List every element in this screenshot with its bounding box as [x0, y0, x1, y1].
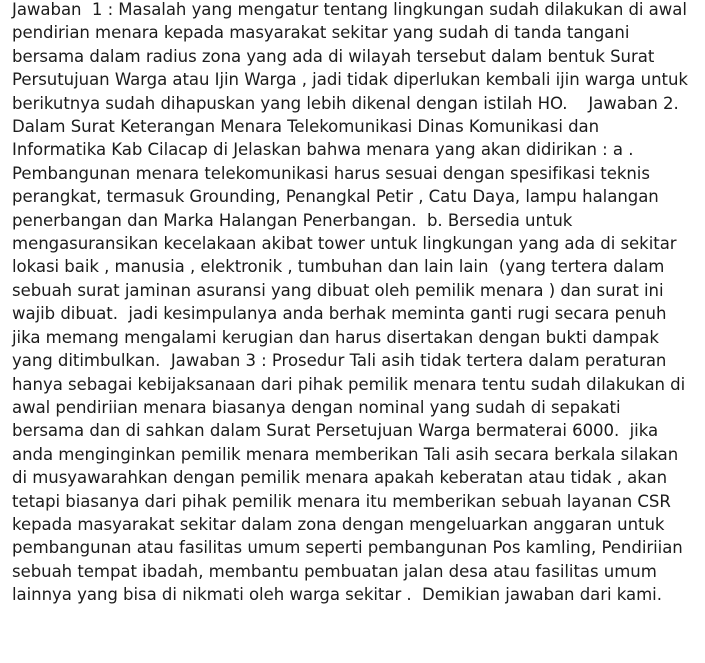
text-line: Dalam Surat Keterangan Menara Telekomunikasi Dinas Komunikasi dan: [12, 117, 600, 137]
text-line: Jawaban 1 : Masalah yang mengatur tentang lingkungan sudah dilakukan di awal: [12, 0, 687, 19]
text-line: lainnya yang bisa di nikmati oleh warga sekitar . Demikian jawaban dari kami.: [12, 585, 662, 605]
text-line: wajib dibuat. jadi kesimpulanya anda berhak meminta ganti rugi secara penuh: [12, 304, 667, 324]
text-line: bersama dan di sahkan dalam Surat Persetujuan Warga bermaterai 6000. jika: [12, 421, 659, 441]
text-line: di musyawarahkan dengan pemilik menara apakah keberatan atau tidak , akan: [12, 468, 668, 488]
answer-text-block: [12, 0, 705, 607]
text-line: Informatika Kab Cilacap di Jelaskan bahwa menara yang akan didirikan : a .: [12, 140, 634, 160]
text-line: jika memang mengalami kerugian dan harus disertakan dengan bukti dampak: [12, 327, 659, 347]
text-line: sebuah tempat ibadah, membantu pembuatan jalan desa atau fasilitas umum: [12, 561, 657, 581]
text-line: penerbangan dan Marka Halangan Penerbangan. b. Bersedia untuk: [12, 210, 573, 230]
text-line: pendirian menara kepada masyarakat sekitar yang sudah di tanda tangani: [12, 23, 630, 43]
text-line: Persutujuan Warga atau Ijin Warga , jadi tidak diperlukan kembali ijin warga untuk: [12, 70, 688, 90]
text-line: lokasi baik , manusia , elektronik , tumbuhan dan lain lain (yang tertera dalam: [12, 257, 665, 277]
text-line: anda menginginkan pemilik menara memberikan Tali asih secara berkala silakan: [12, 444, 679, 464]
text-line: awal pendiriian menara biasanya dengan nominal yang sudah di sepakati: [12, 397, 621, 417]
text-line: bersama dalam radius zona yang ada di wilayah tersebut dalam bentuk Surat: [12, 46, 655, 66]
text-line: mengasuransikan kecelakaan akibat tower untuk lingkungan yang ada di sekitar: [12, 234, 677, 254]
text-line: kepada masyarakat sekitar dalam zona dengan mengeluarkan anggaran untuk: [12, 514, 665, 534]
text-line: tetapi biasanya dari pihak pemilik menara itu memberikan sebuah layanan CSR: [12, 491, 671, 511]
text-line: berikutnya sudah dihapuskan yang lebih dikenal dengan istilah HO. Jawaban 2.: [12, 93, 679, 113]
text-line: yang ditimbulkan. Jawaban 3 : Prosedur Tali asih tidak tertera dalam peraturan: [12, 351, 667, 371]
text-line: sebuah surat jaminan asuransi yang dibuat oleh pemilik menara ) dan surat ini: [12, 280, 664, 300]
text-line: hanya sebagai kebijaksanaan dari pihak pemilik menara tentu sudah dilakukan di: [12, 374, 686, 394]
text-line: Pembangunan menara telekomunikasi harus sesuai dengan spesifikasi teknis: [12, 163, 650, 183]
text-line: perangkat, termasuk Grounding, Penangkal Petir , Catu Daya, lampu halangan: [12, 187, 659, 207]
text-line: pembangunan atau fasilitas umum seperti pembangunan Pos kamling, Pendiriian: [12, 538, 683, 558]
